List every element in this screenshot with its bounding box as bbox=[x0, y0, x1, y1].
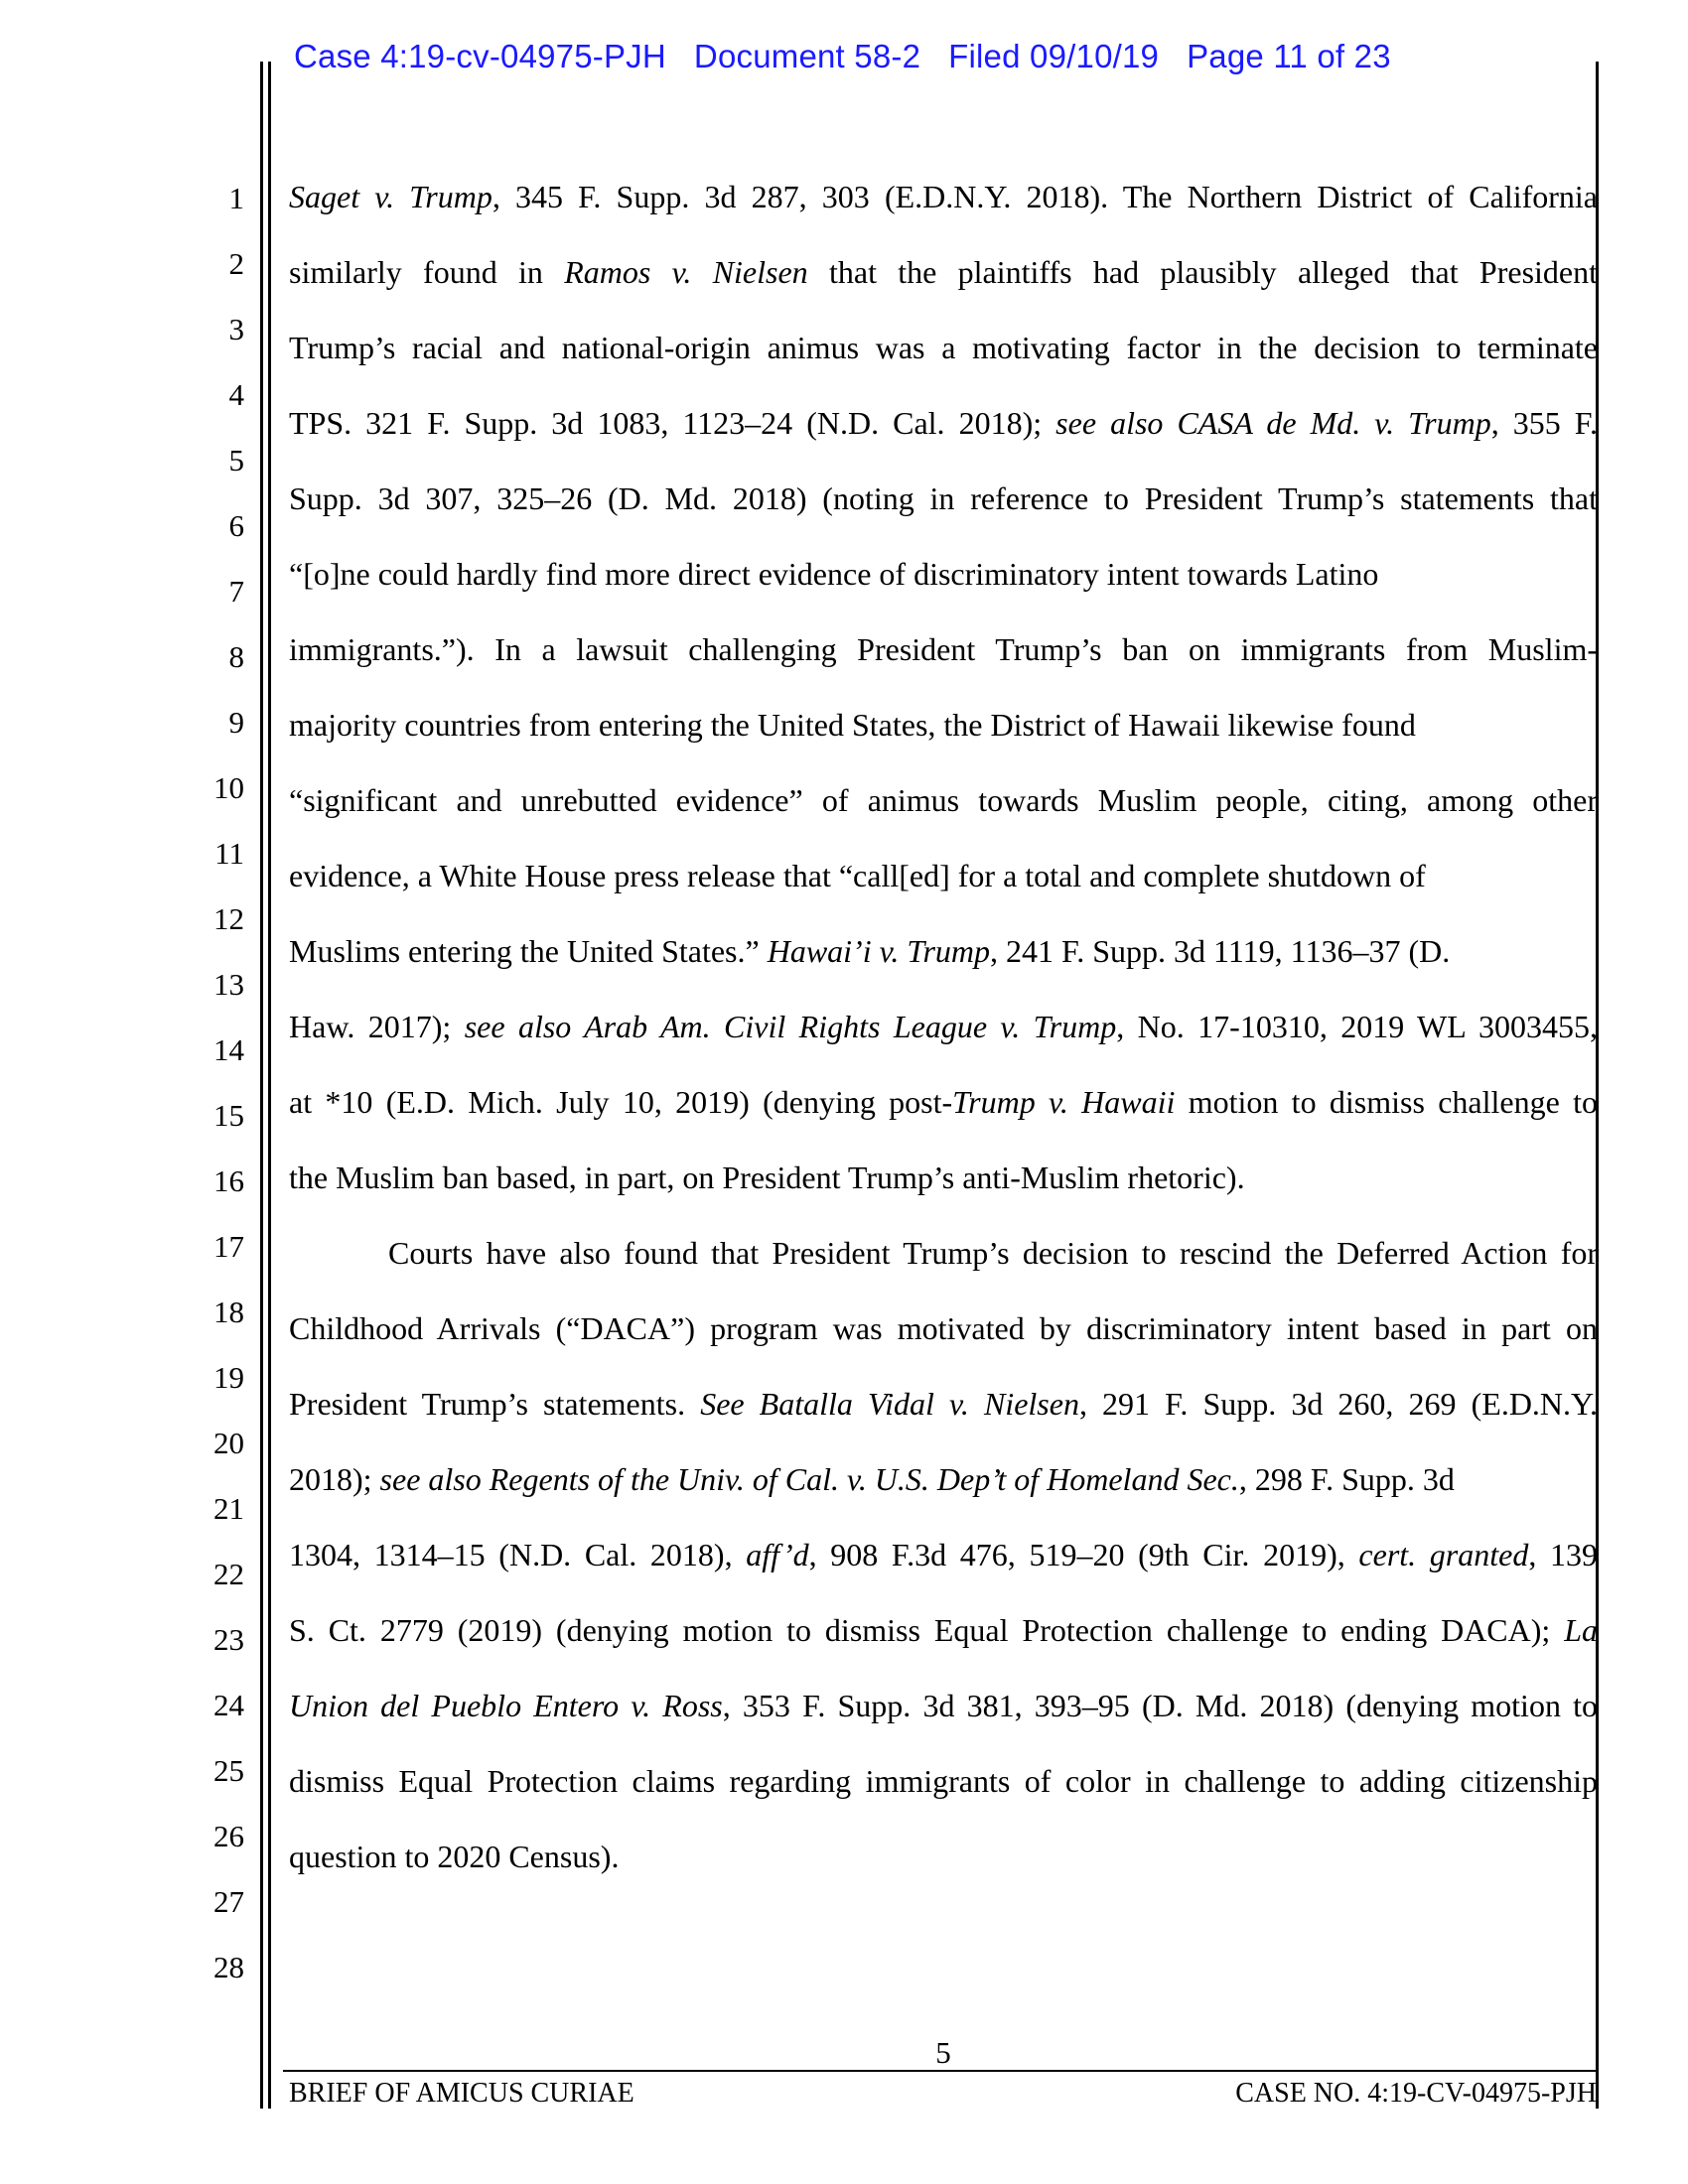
case-citation: cert. granted bbox=[1358, 1537, 1529, 1572]
text-line: Trump’s racial and national-origin animus was a motivating factor in the decision to terminate bbox=[289, 330, 1598, 365]
line-number: 3 bbox=[228, 312, 244, 346]
left-double-rule-outer bbox=[260, 62, 263, 2109]
ecf-filing-header bbox=[294, 38, 1419, 75]
line-number: 18 bbox=[213, 1295, 244, 1329]
text-line: dismiss Equal Protection claims regarding immigrants of color in challenge to adding citizenship bbox=[289, 1763, 1598, 1799]
text-line: Muslims entering the United States.” Hawai’i v. Trump, 241 F. Supp. 3d 1119, 1136–37 (D. bbox=[289, 933, 1451, 969]
text-line: Union del Pueblo Entero v. Ross, 353 F. Supp. 3d 381, 393–95 (D. Md. 2018) (denying motion to bbox=[289, 1688, 1599, 1723]
line-number: 21 bbox=[213, 1491, 244, 1526]
text-line: the Muslim ban based, in part, on President Trump’s anti-Muslim rhetoric). bbox=[289, 1160, 1245, 1195]
case-citation: aff’d bbox=[746, 1537, 809, 1572]
line-number: 9 bbox=[228, 705, 244, 740]
text-line: immigrants.”). In a lawsuit challenging President Trump’s ban on immigrants from Muslim- bbox=[289, 631, 1598, 667]
line-number: 1 bbox=[228, 181, 244, 215]
text-line-paragraph-start: Courts have also found that President Trump’s decision to rescind the Deferred Action for bbox=[388, 1235, 1598, 1271]
text-line: 1304, 1314–15 (N.D. Cal. 2018), aff’d, 908 F.3d 476, 519–20 (9th Cir. 2019), cert. granted, 139 bbox=[289, 1537, 1599, 1572]
line-number: 27 bbox=[213, 1884, 244, 1919]
footer-case-number: CASE NO. 4:19-CV-04975-PJH bbox=[1235, 2078, 1597, 2109]
line-number: 8 bbox=[228, 639, 244, 674]
case-citation: Saget v. Trump bbox=[289, 179, 492, 214]
left-double-rule-inner bbox=[268, 62, 271, 2109]
text-line: S. Ct. 2779 (2019) (denying motion to dismiss Equal Protection challenge to ending DACA); La bbox=[289, 1612, 1598, 1648]
line-number: 13 bbox=[213, 967, 244, 1002]
line-number: 12 bbox=[213, 901, 244, 936]
line-number: 4 bbox=[228, 377, 244, 412]
case-citation: See Batalla Vidal v. Nielsen bbox=[700, 1386, 1079, 1422]
case-citation: Hawai’i v. Trump bbox=[767, 933, 991, 969]
filed-date: Filed 09/10/19 bbox=[948, 38, 1160, 74]
line-number: 22 bbox=[213, 1557, 244, 1591]
line-number: 28 bbox=[213, 1950, 244, 1984]
page-number: 5 bbox=[935, 2035, 951, 2070]
text-line: majority countries from entering the United States, the District of Hawaii likewise found bbox=[289, 707, 1416, 743]
text-line: “[o]ne could hardly find more direct evidence of discriminatory intent towards Latino bbox=[289, 556, 1379, 592]
text-line: at *10 (E.D. Mich. July 10, 2019) (denying post-Trump v. Hawaii motion to dismiss challenge to bbox=[289, 1084, 1599, 1120]
text-line: 2018); see also Regents of the Univ. of Cal. v. U.S. Dep’t of Homeland Sec., 298 F. Supp. 3d bbox=[289, 1461, 1455, 1497]
text-line: Childhood Arrivals (“DACA”) program was motivated by discriminatory intent based in part on bbox=[289, 1310, 1598, 1346]
line-number: 20 bbox=[213, 1426, 244, 1460]
line-number: 7 bbox=[228, 574, 244, 609]
text-line: question to 2020 Census). bbox=[289, 1839, 620, 1874]
line-number: 25 bbox=[213, 1753, 244, 1788]
line-number: 26 bbox=[213, 1819, 244, 1853]
footer-document-title: BRIEF OF AMICUS CURIAE bbox=[289, 2078, 634, 2109]
line-number: 2 bbox=[228, 246, 244, 281]
case-citation: Union del Pueblo Entero v. Ross bbox=[289, 1688, 723, 1723]
line-number: 19 bbox=[213, 1360, 244, 1395]
text-line: TPS. 321 F. Supp. 3d 1083, 1123–24 (N.D. Cal. 2018); see also CASA de Md. v. Trump, 355 F. bbox=[289, 405, 1599, 441]
case-citation: Trump v. Hawaii bbox=[952, 1084, 1176, 1120]
line-number: 6 bbox=[228, 508, 244, 543]
case-citation: see also Arab Am. Civil Rights League v. Trump bbox=[464, 1009, 1117, 1044]
line-number: 15 bbox=[213, 1098, 244, 1133]
text-line: evidence, a White House press release that “call[ed] for a total and complete shutdown of bbox=[289, 858, 1426, 893]
line-number: 11 bbox=[214, 836, 244, 871]
text-line: Saget v. Trump, 345 F. Supp. 3d 287, 303 (E.D.N.Y. 2018). The Northern District of California bbox=[289, 179, 1599, 214]
line-number: 14 bbox=[213, 1032, 244, 1067]
text-line: “significant and unrebutted evidence” of animus towards Muslim people, citing, among other bbox=[289, 782, 1598, 818]
line-number: 17 bbox=[213, 1229, 244, 1264]
line-number: 10 bbox=[213, 770, 244, 805]
text-line: President Trump’s statements. See Batalla Vidal v. Nielsen, 291 F. Supp. 3d 260, 269 (E.D.N.Y. bbox=[289, 1386, 1599, 1422]
case-citation: see also Regents of the Univ. of Cal. v. U.S. Dep’t of Homeland Sec. bbox=[379, 1461, 1239, 1497]
text-line: Haw. 2017); see also Arab Am. Civil Rights League v. Trump, No. 17-10310, 2019 WL 3003455, bbox=[289, 1009, 1599, 1044]
line-number: 5 bbox=[228, 443, 244, 478]
line-number: 23 bbox=[213, 1622, 244, 1657]
page-count: Page 11 of 23 bbox=[1187, 38, 1391, 74]
line-number: 24 bbox=[213, 1688, 244, 1722]
text-line: similarly found in Ramos v. Nielsen that the plaintiffs had plausibly alleged that President bbox=[289, 254, 1599, 290]
document-number: Document 58-2 bbox=[693, 38, 921, 74]
case-number: Case 4:19-cv-04975-PJH bbox=[294, 38, 666, 74]
case-citation: Ramos v. Nielsen bbox=[564, 254, 808, 290]
text-line: Supp. 3d 307, 325–26 (D. Md. 2018) (noting in reference to President Trump’s statements that bbox=[289, 480, 1598, 516]
case-citation: see also CASA de Md. v. Trump bbox=[1055, 405, 1491, 441]
case-citation: La bbox=[1564, 1612, 1598, 1648]
line-number: 16 bbox=[213, 1163, 244, 1198]
